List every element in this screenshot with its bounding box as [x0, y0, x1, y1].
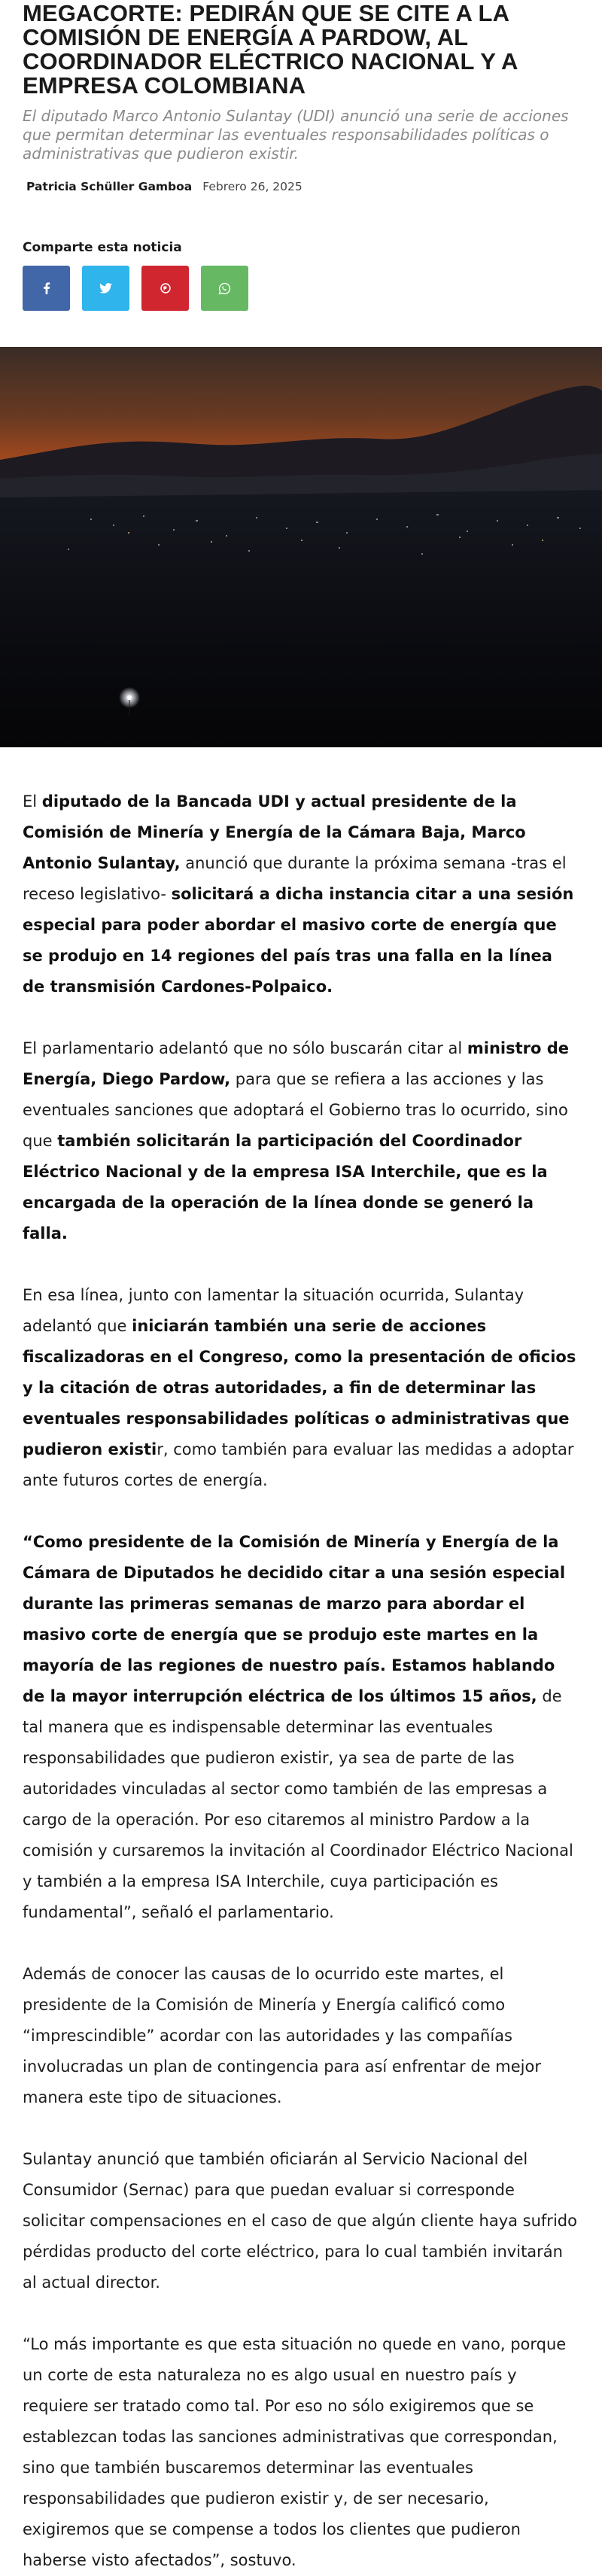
- paragraph-3: En esa línea, junto con lamentar la situación ocurrida, Sulantay adelantó que iniciarán también una serie de acciones fiscalizadoras en el Congreso, como la presentación de oficios y la citación de otras autoridades, a fin de determinar las eventuales responsabilidades políticas o administrativas que pudieron existir, como también para evaluar las medidas a adoptar ante futuros cortes de energía.: [23, 1286, 576, 1489]
- paragraph-5: Además de conocer las causas de lo ocurrido este martes, el presidente de la Comisión de Minería y Energía calificó como “imprescindible” acordar con las autoridades y las compañías involucradas un plan de contingencia para así enfrentar de mejor manera este tipo de situaciones.: [23, 1965, 541, 2106]
- paragraph-4-quote: “Como presidente de la Comisión de Minería y Energía de la Cámara de Diputados he decidido citar a una sesión especial durante las primeras semanas de marzo para abordar el masivo corte de energía que se produjo este martes en la mayoría de las regiones de nuestro país. Estamos hablando de la mayor interrupción eléctrica de los últimos 15 años, de tal manera que es indispensable determinar las eventuales responsabilidades que pudieron existir, ya sea de parte de las autoridades vinculadas al sector como también de las empresas a cargo de la operación. Por eso citaremos al ministro Pardow a la comisión y cursaremos la invitación al Coordinador Eléctrico Nacional y también a la empresa ISA Interchile, cuya participación es fundamental”, señaló el parlamentario.: [23, 1533, 573, 1921]
- article-header: [0, 0, 602, 311]
- paragraph-1: El diputado de la Bancada UDI y actual presidente de la Comisión de Minería y Energía de la Cámara Baja, Marco Antonio Sulantay, anunció que durante la próxima semana -tras el receso legislativo- solicitará a dicha instancia citar a una sesión especial para poder abordar el masivo corte de energía que se produjo en 14 regiones del país tras una falla en la línea de transmisión Cardones-Polpaico.: [23, 792, 574, 996]
- article-subtitle: El diputado Marco Antonio Sulantay (UDI) anunció una serie de acciones que permitan determinar las eventuales responsabilidades políticas o administrativas que pudieron existir.: [23, 107, 569, 163]
- byline: [23, 180, 579, 193]
- facebook-icon: [41, 282, 52, 294]
- paragraph-7-quote: “Lo más importante es que esta situación no quede en vano, porque un corte de esta naturaleza no es algo usual en nuestro país y requiere ser tratado como tal. Por eso no sólo exigiremos que se establezcan todas las sanciones administrativas que correspondan, sino que también buscaremos determinar las eventuales responsabilidades que pudieron existir y, de ser necesario, exigiremos que se compense a todos los clientes que pudieron haberse visto afectados”, sostuvo.: [23, 2335, 567, 2569]
- share-twitter-button[interactable]: [82, 266, 129, 311]
- share-whatsapp-button[interactable]: [201, 266, 248, 311]
- share-facebook-button[interactable]: [23, 266, 70, 311]
- whatsapp-icon: [218, 282, 231, 295]
- article-body: [0, 747, 602, 2576]
- share-buttons: [23, 266, 579, 311]
- share-section: [23, 240, 579, 311]
- paragraph-6: Sulantay anunció que también oficiarán al Servicio Nacional del Consumidor (Sernac) para que puedan evaluar si corresponde solicitar compensaciones en el caso de que algún cliente haya sufrido pérdidas producto del corte eléctrico, para lo cual también invitarán al actual director.: [23, 2150, 577, 2292]
- twitter-icon: [99, 283, 112, 293]
- share-pinterest-button[interactable]: [141, 266, 189, 311]
- hero-image: [0, 347, 602, 747]
- author-name[interactable]: Patricia Schüller Gamboa: [26, 180, 193, 193]
- article-headline: MEGACORTE: PEDIRÁN QUE SE CITE A LA COMISIÓN DE ENERGÍA A PARDOW, AL COORDINADOR ELÉCTRICO NACIONAL Y A EMPRESA COLOMBIANA: [23, 0, 518, 99]
- paragraph-2: El parlamentario adelantó que no sólo buscarán citar al ministro de Energía, Diego Pardow, para que se refiera a las acciones y las eventuales sanciones que adoptará el Gobierno tras lo ocurrido, sino que también solicitarán la participación del Coordinador Eléctrico Nacional y de la empresa ISA Interchile, que es la encargada de la operación de la línea donde se generó la falla.: [23, 1039, 569, 1242]
- publish-date: Febrero 26, 2025: [202, 180, 303, 193]
- share-title: Comparte esta noticia: [23, 240, 182, 255]
- pinterest-icon: [160, 283, 171, 293]
